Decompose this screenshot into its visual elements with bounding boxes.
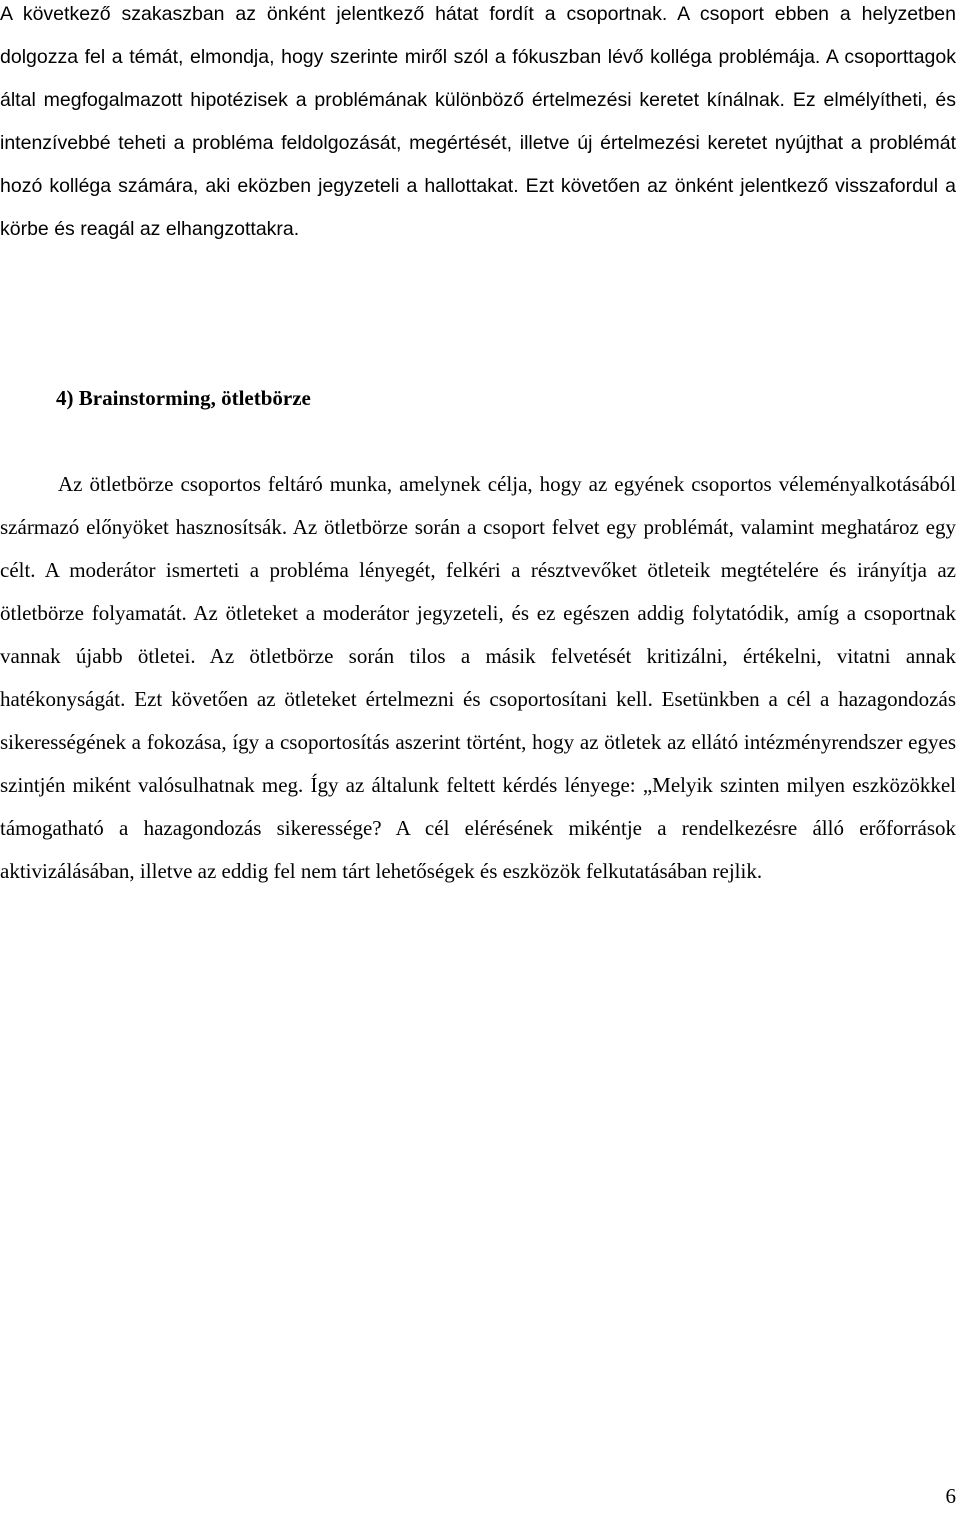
- page-number: 6: [945, 1484, 956, 1508]
- intro-paragraph: A következő szakaszban az önként jelentkező hátat fordít a csoportnak. A csoport ebben a helyzetben dolgozza fel a témát, elmondja, hogy szerinte miről szól a fókuszban lévő kolléga problémája. A csoporttagok által megfogalmazott hipotézisek a problémának különböző értelmezési keretet kínálnak. Ez elmélyítheti, és intenzívebbé teheti a probléma feldolgozását, megértését, illetve új értelmezési keretet nyújthat a problémát hozó kolléga számára, aki eközben jegyzeteli a hallottakat. Ezt követően az önként jelentkező visszafordul a körbe és reagál az elhangzottakra.: [0, 3, 956, 240]
- section-paragraph: Az ötletbörze csoportos feltáró munka, amelynek célja, hogy az egyének csoportos véleményalkotásából származó előnyöket hasznosítsák. Az ötletbörze során a csoport felvet egy problémát, valamint meghatároz egy célt. A moderátor ismerteti a probléma lényegét, felkéri a résztvevőket ötleteik megtételére és irányítja az ötletbörze folyamatát. Az ötleteket a moderátor jegyzeteli, és ez egészen addig folytatódik, amíg a csoportnak vannak újabb ötletei. Az ötletbörze során tilos a másik felvetését kritizálni, értékelni, vitatni annak hatékonyságát. Ezt követően az ötleteket értelmezni és csoportosítani kell. Esetünkben a cél a hazagondozás sikerességének a fokozása, így a csoportosítás aszerint történt, hogy az ötletek az ellátó intézményrendszer egyes szintjén miként valósulhatnak meg. Így az általunk feltett kérdés lényege: „Melyik szinten milyen eszközökkel támogatható a hazagondozás sikeressége? A cél elérésének mikéntje a rendelkezésre álló erőforrások aktivizálásában, illetve az eddig fel nem tárt lehetőségek és eszközök felkutatásában rejlik.: [0, 472, 956, 883]
- section-heading: 4) Brainstorming, ötletbörze: [56, 386, 311, 410]
